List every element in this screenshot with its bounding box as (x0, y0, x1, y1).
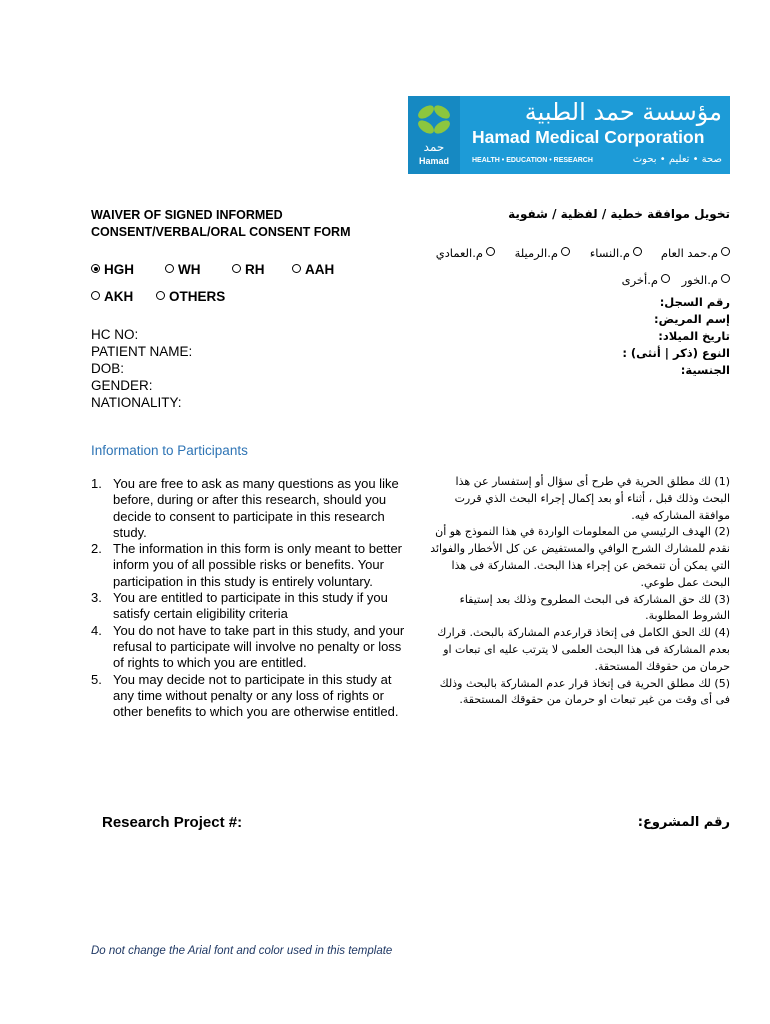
patient-name-label: PATIENT NAME: (91, 344, 193, 359)
facility-ar-amadi[interactable]: م.العمادي (436, 246, 495, 260)
radio-icon (91, 291, 100, 300)
points-list-ar (430, 474, 730, 709)
radio-checked-icon (91, 264, 100, 273)
patient-fields-en (91, 326, 192, 411)
facility-option-rh[interactable]: RH (232, 262, 265, 277)
radio-icon (661, 274, 670, 283)
radio-icon (486, 247, 495, 256)
facility-option-akh[interactable]: AKH (91, 289, 133, 304)
logo-english-name: Hamad Medical Corporation (472, 127, 705, 147)
facility-ar-other[interactable]: م.أخرى (622, 273, 670, 287)
list-item: 3. You are entitled to participate in this study if you satisfy certain eligibility criteria (91, 590, 388, 622)
mark-english: Hamad (418, 156, 449, 166)
list-item: (2) الهدف الرئيسي من المعلومات الواردة في هذا النموذج هو أن نقدم للمشارك الشرح الوافي والمستفيض عن كل الأخطار والفوائد التي يمكن أن تتمخض عن إجراء هذا البحث. المشاركة فى هذا البحث عمل طوعي. (430, 525, 730, 589)
radio-icon (156, 291, 165, 300)
facility-option-others[interactable]: OTHERS (156, 289, 225, 304)
info-heading: Information to Participants (91, 443, 248, 458)
list-item: 2. The information in this form is only meant to better inform you of all possible risks or benefits. Your participation in this study is entirely voluntary. (91, 541, 403, 589)
dob-label-ar: تاريخ الميلاد: (658, 329, 730, 343)
facility-ar-womens[interactable]: م.النساء (590, 246, 642, 260)
gender-label: GENDER: (91, 378, 153, 393)
research-project-label: Research Project #: (102, 814, 243, 831)
list-item: 5. You may decide not to participate in this study at any time without penalty or any loss of rights or other benefits to which you are otherwise entitled. (91, 671, 399, 720)
facility-ar-hamad-general[interactable]: م.حمد العام (661, 246, 730, 260)
template-footer-note: Do not change the Arial font and color used in this template (91, 945, 393, 957)
logo-tagline-ar: صحة • تعليم • بحوث (632, 154, 722, 165)
list-item: (3) لك حق المشاركة فى البحث المطروح وذلك بعد إستيفاء الشروط المطلوبة. (459, 592, 730, 623)
patient-fields-ar (622, 294, 730, 379)
radio-icon (292, 264, 301, 273)
list-item: (4) لك الحق الكامل فى إتخاذ قرارعدم المشاركة بالبحث. قرارك بعدم المشاركة فى هذا البحث العلمى لا يترتب عليه اى تبعات او حرمان من حقوقك المستحقة. (437, 626, 730, 673)
radio-icon (232, 264, 241, 273)
hc-no-label: HC NO: (91, 327, 139, 342)
hamad-mark (408, 96, 460, 174)
list-item: 4. You do not have to take part in this study, and your refusal to participate will involve no penalty or loss of rights to which you are entitled. (91, 622, 405, 671)
mark-arabic: حمد (423, 140, 445, 154)
radio-icon (721, 274, 730, 283)
patient-name-label-ar: إسم المريض: (653, 312, 730, 326)
dob-label: DOB: (91, 361, 125, 376)
nationality-label-ar: الجنسية: (680, 363, 730, 377)
research-project-label-ar: رقم المشروع: (637, 815, 730, 830)
title-line-2: CONSENT/VERBAL/ORAL CONSENT FORM (91, 225, 351, 239)
radio-icon (165, 264, 174, 273)
facility-option-aah[interactable]: AAH (292, 262, 334, 277)
logo-tagline-en: HEALTH • EDUCATION • RESEARCH (472, 157, 593, 164)
facility-option-hgh[interactable]: HGH (91, 262, 134, 277)
hc-no-label-ar: رقم السجل: (659, 295, 730, 309)
radio-icon (721, 247, 730, 256)
nationality-label: NATIONALITY: (91, 395, 182, 410)
form-title-ar: تخويل موافقة خطية / لفظية / شفوية (508, 207, 730, 221)
leaf-icon (414, 102, 454, 140)
logo-arabic-name: مؤسسة حمد الطبية (524, 98, 722, 126)
facility-ar-khor[interactable]: م.الخور (682, 273, 730, 287)
hmc-logo (408, 96, 730, 174)
radio-icon (561, 247, 570, 256)
facility-option-wh[interactable]: WH (165, 262, 201, 277)
list-item: 1. You are free to ask as many questions as you like before, during or after this research, should you decide to consent to participate in this research study. (91, 476, 399, 540)
list-item: (5) لك مطلق الحرية فى إتخاذ قرار عدم المشاركة بالبحث وذلك فى أى وقت من غير تبعات او حرمان من حقوقك المستحقة. (439, 676, 730, 707)
facility-ar-rumailah[interactable]: م.الرميلة (515, 246, 570, 260)
points-list-en (91, 476, 413, 720)
title-line-1: WAIVER OF SIGNED INFORMED (91, 208, 283, 222)
form-title-en (91, 207, 351, 241)
gender-label-ar: النوع (ذكر | أنثى) : (622, 346, 730, 360)
radio-icon (633, 247, 642, 256)
list-item: (1) لك مطلق الحرية في طرح أى سؤال أو إستفسار عن هذا البحث وذلك قبل ، أثناء أو بعد إكمال إجراء البحث الذي قررت موافقة المشاركه فيه. (454, 475, 730, 522)
